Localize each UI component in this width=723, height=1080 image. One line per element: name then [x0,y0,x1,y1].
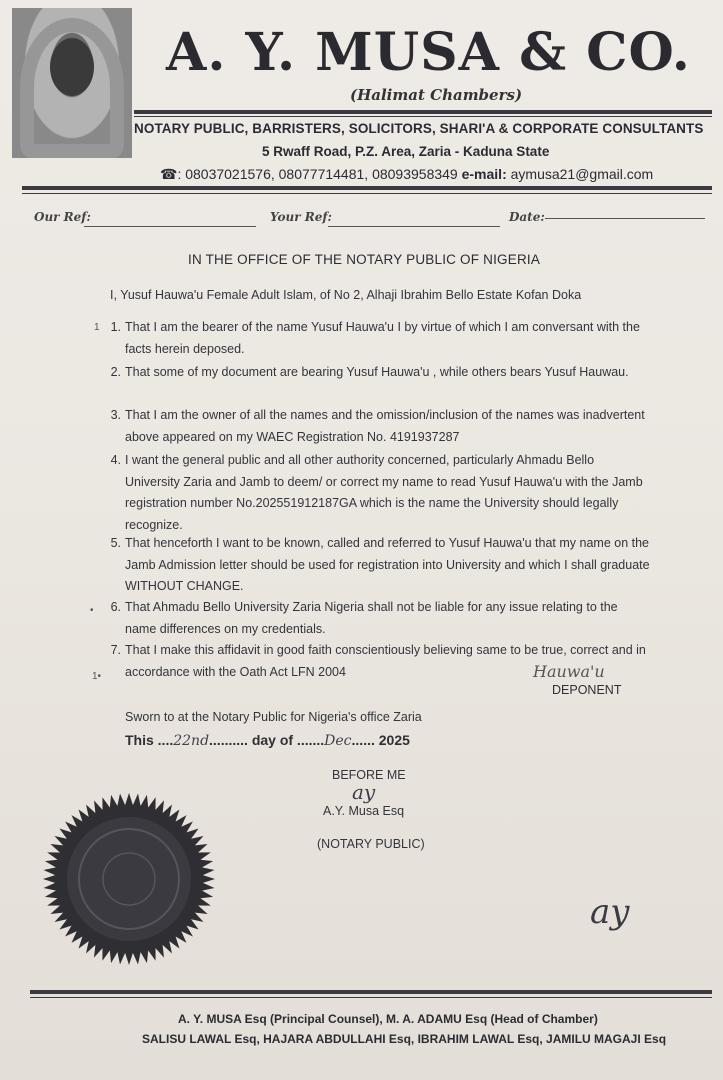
phone-numbers: ☎: 08037021576, 08077714481, 08093958349 [160,166,458,182]
item-number: 4. [110,453,121,467]
deposition-item [110,405,650,448]
notary-name: A.Y. Musa Esq [323,804,405,818]
handwritten-month: Dec [324,733,352,749]
notary-signature: ay [352,780,376,804]
margin-mark: 1 [94,322,100,333]
deponent-label: DEPONENT [552,683,622,697]
header-rule-top [134,110,712,114]
sworn-statement: Sworn to at the Notary Public for Nigeria's office Zaria [125,710,422,724]
services-line: NOTARY PUBLIC, BARRISTERS, SOLICITORS, SHARI'A & CORPORATE CONSULTANTS [134,121,704,136]
deposition-item [110,597,650,640]
item-number: 7. [110,643,121,657]
item-text: That henceforth I want to be known, called and referred to Yusuf Hauwa'u that my name on the Jamb Admission letter should be used for registration into University and which I shall graduate WITHOUT CHANGE. [125,536,650,593]
firm-name: A. Y. MUSA & CO. [166,22,691,83]
deposition-item [110,362,650,384]
deponent-signature: Hauwa'u [533,662,605,681]
email-address: aymusa21@gmail.com [510,166,654,182]
date-line [545,218,705,219]
date-label: Date: [509,210,545,224]
our-ref-label: Our Ref: [34,210,91,224]
before-me-label: BEFORE ME [332,768,406,782]
deposition-item [110,533,650,598]
item-text: I want the general public and all other authority concerned, particularly Ahmadu Bello University Zaria and Jamb to deem/ or correct my name to read Yusuf Hauwa'u with the Jamb registration number No.202551912187GA which is the name the University should legally recognize. [125,453,643,532]
document-title: IN THE OFFICE OF THE NOTARY PUBLIC OF NIGERIA [188,252,541,267]
item-text: That I make this affidavit in good faith conscientiously believing same to be true, correct and in accordance with the Oath Act LFN 2004 [125,643,646,679]
your-ref-label: Your Ref: [270,210,332,224]
item-number: 3. [110,408,121,422]
address-line: 5 Rwaff Road, P.Z. Area, Zaria - Kaduna State [262,144,550,159]
email-label: e-mail: [461,166,507,182]
handwritten-day: 22nd [173,733,210,749]
item-text: That some of my document are bearing Yusuf Hauwa'u , while others bears Yusuf Hauwau. [125,365,629,379]
header-rule-thin [134,116,712,117]
margin-mark: 1• [92,671,102,682]
notary-seal [40,790,218,968]
our-ref-line [84,226,256,227]
footer-principals: A. Y. MUSA Esq (Principal Counsel), M. A. ADAMU Esq (Head of Chamber) [178,1012,598,1026]
notary-title: (NOTARY PUBLIC) [317,837,425,851]
deponent-photo [12,8,132,158]
chambers-name: (Halimat Chambers) [350,86,523,104]
item-text: That Ahmadu Bello University Zaria Nigeria shall not be liable for any issue relating to the name differences on my credentials. [125,600,618,636]
item-number: 2. [110,365,121,379]
margin-signature: ay [590,892,630,932]
deposition-item [110,317,650,360]
footer-rule-thin [30,997,712,998]
contact-rule-thin [22,193,712,194]
item-number: 1. [110,320,121,334]
contact-line [160,166,653,183]
jurat-date-line: This ....22nd.......... day of .......Dec...... 2025 [125,732,410,749]
margin-mark: • [90,605,94,616]
deponent-intro: I, Yusuf Hauwa'u Female Adult Islam, of No 2, Alhaji Ibrahim Bello Estate Kofan Doka [110,288,582,302]
item-text: That I am the bearer of the name Yusuf Hauwa'u I by virtue of which I am conversant with the facts herein deposed. [125,320,640,356]
your-ref-line [328,226,500,227]
item-number: 5. [110,536,121,550]
deposition-item [110,450,650,536]
footer-rule-thick [30,990,712,994]
item-text: That I am the owner of all the names and the omission/inclusion of the names was inadvertent above appeared on my WAEC Registration No. 4191937287 [125,408,645,444]
item-number: 6. [110,600,121,614]
footer-associates: SALISU LAWAL Esq, HAJARA ABDULLAHI Esq, IBRAHIM LAWAL Esq, JAMILU MAGAJI Esq [142,1032,667,1046]
contact-rule-thick [22,186,712,190]
